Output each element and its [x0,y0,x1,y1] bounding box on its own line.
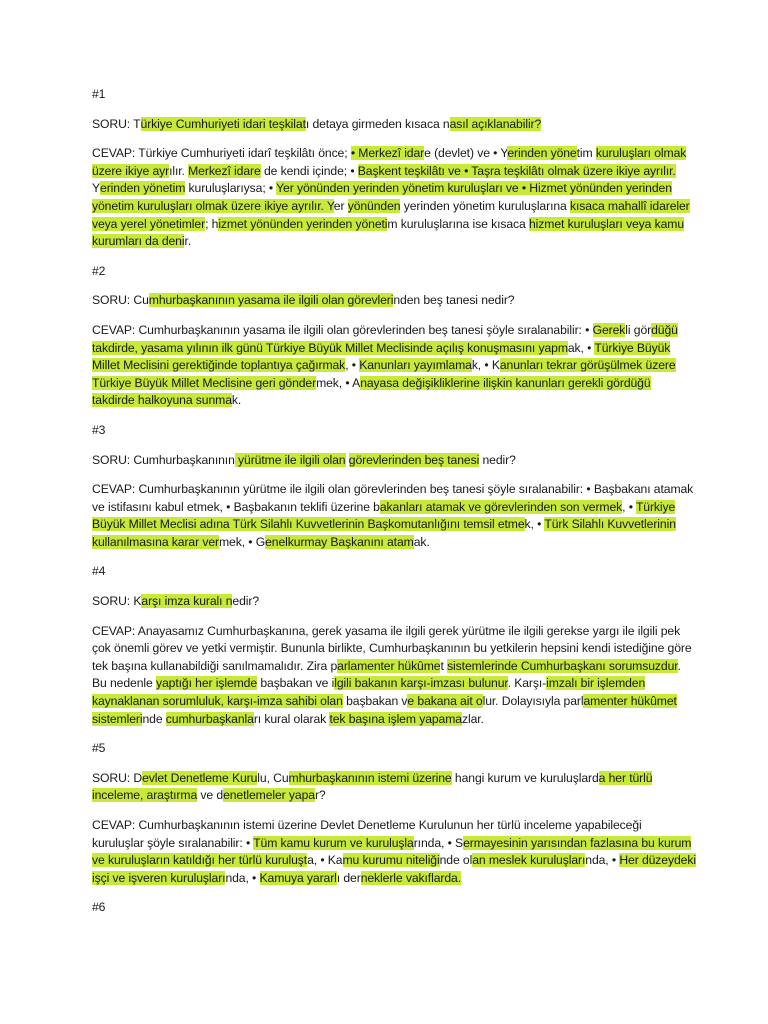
highlighted-text: Tüm kamu kurum ve kuruluşla [253,835,414,850]
text-run: SORU: Cu [92,293,149,308]
text-run: tim [576,146,596,161]
highlighted-text: Her düzeydeki işçi ve işveren kuruluşları [92,853,696,885]
text-run: ı detaya girmeden kısaca n [305,116,450,131]
text-run: e (devlet) ve • Y [424,146,508,161]
text-run: rında, • S [413,835,464,850]
highlighted-text: enelkurmay Başkanını atam [265,534,414,549]
text-run: r? [314,788,326,803]
highlighted-text: nayasa değişikliklerine ilişkin kanunları gerekli gördüğü takdirde halkoyuna sunma [92,375,651,408]
answer-text [92,322,696,410]
highlighted-text: yönünden [347,198,401,213]
highlighted-text: yaptığı her işlemde [155,676,258,691]
question-number: #6 [92,900,106,915]
answer-text [92,623,696,729]
highlighted-text: Türkiye Büyük Millet Meclisini gerektiğinde toplantıya çağırmak [92,340,671,373]
highlighted-text: e bakana ait o [407,694,483,709]
highlighted-text: düğü takdirde, yasama yılının ilk günü Türkiye Büyük Millet Meclisinde açılış konuşmasını yapm [92,322,678,355]
highlighted-text: Türkiye Büyük Millet Meclisi adına Türk Silahlı Kuvvetlerinin Başkomutanlığını temsil etme [92,499,676,532]
text-run: t [440,658,448,673]
highlighted-text: asıl açıklanabilir? [449,116,542,131]
highlighted-text: erinden yöne [507,146,577,161]
text-run: lu, Cu [257,770,289,785]
highlighted-text: Merkezî idare [188,163,261,178]
text-run: ; h [205,216,219,231]
highlighted-text: Gerek [592,322,626,337]
highlighted-text: a her türlü inceleme, araştırma [92,770,653,803]
highlighted-text: an meslek kuruluşları [472,853,586,868]
text-run: hangi kurum ve kuruluşlard [451,770,599,785]
text-run: CEVAP: Cumhurbaşkanının istemi üzerine Devlet Denetleme Kurulunun her türlü inceleme yapabileceği kuruluşlar şöyle sıralanabilir: • [92,818,642,850]
text-run: nde ol [439,853,473,868]
text-run: ılır. [169,163,189,178]
text-run: CEVAP: Cumhurbaşkanının yasama ile ilgili olan görevlerinden beş tanesi şöyle sıralanabilir: • [92,322,593,337]
text-run: , • [622,499,636,514]
text-run: rı kural olarak [253,711,330,726]
text-run: k, • [524,517,545,532]
highlighted-text: lgili bakanın karşı-imzası bulunur [334,676,508,691]
text-run: SORU: Cumhurbaşkanının [92,452,235,467]
text-run: ak. [413,534,430,549]
highlighted-text: • Merkezî idar [350,146,425,161]
answer-text [92,817,696,887]
text-run: başbakan v [342,694,408,709]
question-number: #5 [92,741,106,756]
text-run: mek, • G [218,534,266,549]
text-run: . Bu nedenle [92,658,681,691]
highlighted-text: akanları atamak ve görevlerinden son vermek [379,499,623,514]
text-run: er [333,198,348,213]
text-run: ı der [336,870,361,885]
highlighted-text: enetlemeler yapa [223,788,315,803]
text-run: nden beş tanesi nedir? [393,293,515,308]
text-run: edir? [232,594,260,609]
highlighted-text: imza sahibi olan [257,694,343,709]
highlighted-text: sistemlerinde Cumhurbaşkanı sorumsuzdur [447,658,678,673]
highlighted-text: imzalı bir işlemden kaynaklanan sorumluluk, karşı- [92,676,646,709]
question-number: #1 [92,87,106,101]
answer-text [92,145,696,251]
text-run: kuruluşlarıysa; • [185,181,277,196]
text-run: CEVAP: Cumhurbaşkanının yürütme ile ilgili olan görevlerinden beş tanesi şöyle sıralanabilir: • Başbakanı atamak ve istifasını kabul etmek, • Başbakanın teklifi üzerine b [92,482,694,514]
text-run: nde [142,711,166,726]
text-run: yerinden yönetim kuruluşlarına [400,198,570,213]
text-run: nda, • [585,853,620,868]
question-text [92,116,696,134]
text-run: SORU: D [92,770,143,785]
text-run: ve d [197,788,224,803]
text-run: Y [92,181,101,196]
highlighted-text: cumhurbaşkanla [165,711,254,726]
text-run: mek, • A [316,375,361,390]
highlighted-text: kısaca mahallî idareler veya yerel yönetimler [92,198,690,231]
highlighted-text: izmet yönünden yerinden yöneti [218,216,388,231]
highlighted-text: kuruluşları olmak üzere ikiye ayr [92,146,687,178]
highlighted-text: mu kurumu niteliği [342,853,440,868]
text-run: nedir? [479,452,516,467]
text-run: k. [231,393,242,408]
text-run: . Karşı- [507,676,547,691]
text-run: CEVAP: Türkiye Cumhuriyeti idarî teşkilâtı önce; [92,146,351,161]
text-run: , • [345,358,360,373]
text-run: r. [184,234,192,249]
highlighted-text: Yer yönünden yerinden yönetim kuruluşları ve • Hizmet yönünden yerinden yönetim kuruluşları olmak üzere ikiye ayrılır. Y [92,181,672,213]
text-run: a, • Ka [307,853,343,868]
question-number: #4 [92,564,106,579]
highlighted-text: ürkiye Cumhuriyeti idari teşkilat [140,116,306,131]
question-text [92,593,696,611]
highlighted-text: hizmet kuruluşları veya kamu kurumları da deni [92,216,685,249]
text-run: li gör [625,322,652,337]
highlighted-text: tek başına işlem yapama [329,711,462,726]
question-text [92,770,696,805]
highlighted-text: erinden yönetim [100,181,186,196]
text-run: k, • K [471,358,500,373]
question-text [92,292,696,310]
highlighted-text: ermayesinin yarısından fazlasına bu kurum ve kuruluşların katıldığı her türlü kuruluşt [92,835,692,868]
highlighted-text: mhurbaşkanının yasama ile ilgili olan görevleri [148,293,394,308]
text-run: ak, • [567,340,595,355]
highlighted-text: görevlerinden beş tanesi [348,452,480,467]
highlighted-text: yürütme ile ilgili olan [234,452,346,467]
highlighted-text: Kanunları yayımlama [359,358,472,373]
text-run: zlar. [461,711,484,726]
text-run: nda, • [225,870,260,885]
highlighted-text: amenter hükûmet sistemleri [92,694,677,726]
highlighted-text: evlet Denetleme Kuru [142,770,258,785]
highlighted-text: Başkent teşkilâtı ve • Taşra teşkilâtı olmak üzere ikiye ayrılır. [357,163,676,178]
text-run: SORU: K [92,594,142,609]
text-run: m kuruluşlarına ise kısaca [387,216,529,231]
text-run: de kendi içinde; • [260,163,358,178]
text-run: başbakan ve i [257,676,335,691]
highlighted-text: arlamenter hükûme [337,658,441,673]
text-run: CEVAP: Anayasamız Cumhurbaşkanına, gerek yasama ile ilgili gerek yürütme ile ilgili gerekse yargı ile ilgili pek çok önemli görev ve yetki vermiştir. Bununla birlikte, Cumhurbaşkanının bu yetkilerin hepsini kendi istediğine göre tek başına kullanabildiği sanılmamalıdır. Zira p [92,623,692,673]
answer-text [92,481,696,551]
highlighted-text: Kamuya yararl [259,870,337,885]
highlighted-text: anunları tekrar görüşülmek üzere Türkiye Büyük Millet Meclisine geri gönder [92,358,676,390]
highlighted-text: Türk Silahlı Kuvvetlerinin kullanılmasına karar ver [92,517,676,549]
highlighted-text: arşı imza kuralı n [141,594,233,609]
highlighted-text: mhurbaşkanının istemi üzerine [288,770,452,785]
highlighted-text: neklerle vakıflarda. [360,870,461,885]
text-run: SORU: T [92,116,141,131]
question-number: #3 [92,422,106,437]
question-number: #2 [92,263,106,278]
text-run: lur. Dolayısıyla parl [482,694,584,709]
question-text [92,452,696,470]
